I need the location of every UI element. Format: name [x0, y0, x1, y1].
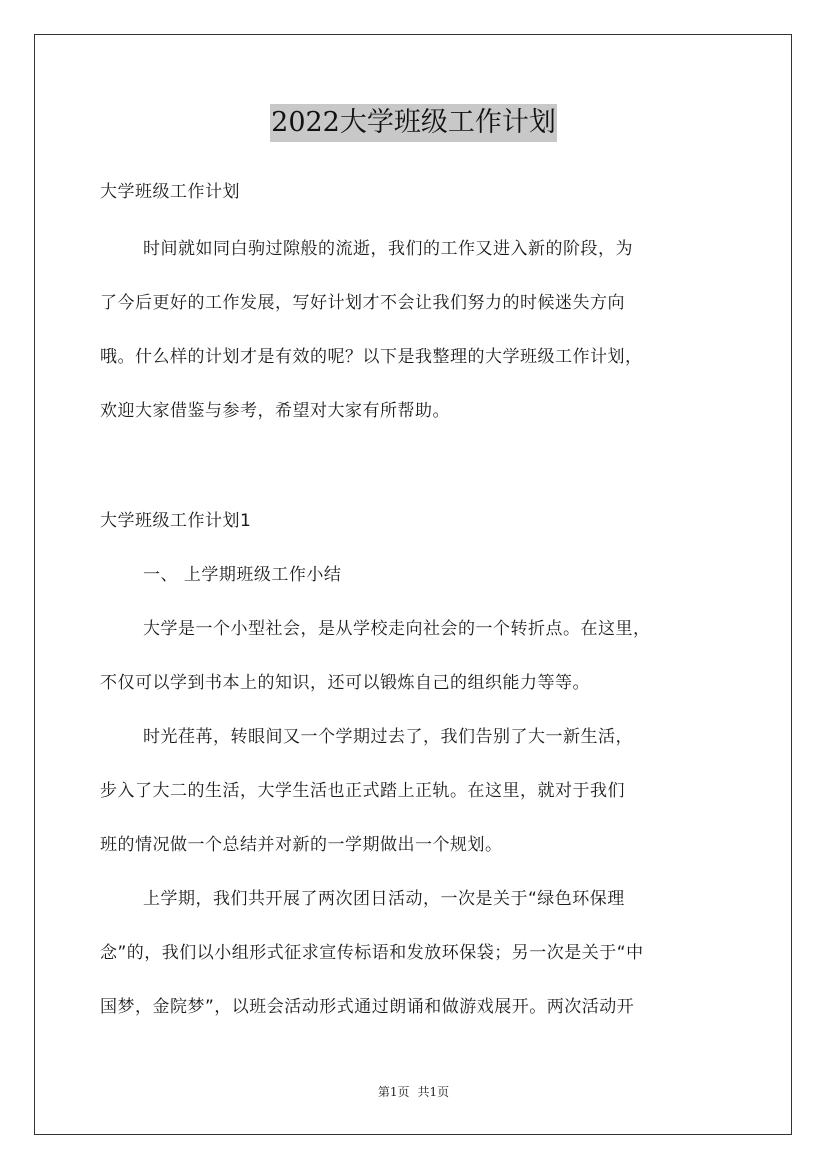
subsection-heading: 一、 上学期班级工作小结	[143, 565, 342, 585]
paragraph-line: 班的情况做一个总结并对新的一学期做出一个规划。	[100, 835, 503, 855]
page-total: 共1页	[417, 1085, 450, 1099]
document-title: 2022大学班级工作计划	[270, 104, 557, 142]
paragraph-line: 时光荏苒，转眼间又一个学期过去了，我们告别了大一新生活，	[143, 727, 633, 747]
paragraph-line: 大学是一个小型社会，是从学校走向社会的一个转折点。在这里，	[143, 619, 651, 639]
paragraph-line: 念”的，我们以小组形式征求宣传标语和发放环保袋；另一次是关于“中	[100, 943, 644, 963]
intro-line: 欢迎大家借鉴与参考，希望对大家有所帮助。	[100, 401, 450, 421]
page-number: 第1页	[377, 1085, 410, 1099]
document-subtitle: 大学班级工作计划	[100, 182, 240, 202]
section-heading: 大学班级工作计划1	[100, 511, 252, 531]
paragraph-line: 国梦，金院梦”，以班会活动形式通过朗诵和做游戏展开。两次活动开	[100, 997, 635, 1017]
intro-line: 时间就如同白驹过隙般的流逝，我们的工作又进入新的阶段，为	[143, 239, 633, 259]
paragraph-line: 步入了大二的生活，大学生活也正式踏上正轨。在这里，就对于我们	[100, 781, 625, 801]
title-container	[0, 104, 827, 142]
paragraph-line: 上学期，我们共开展了两次团日活动，一次是关于“绿色环保理	[143, 889, 625, 909]
intro-line: 哦。什么样的计划才是有效的呢？以下是我整理的大学班级工作计划，	[100, 347, 643, 367]
intro-line: 了今后更好的工作发展，写好计划才不会让我们努力的时候迷失方向	[100, 293, 625, 313]
page-footer	[0, 1083, 827, 1100]
paragraph-line: 不仅可以学到书本上的知识，还可以锻炼自己的组织能力等等。	[100, 673, 590, 693]
